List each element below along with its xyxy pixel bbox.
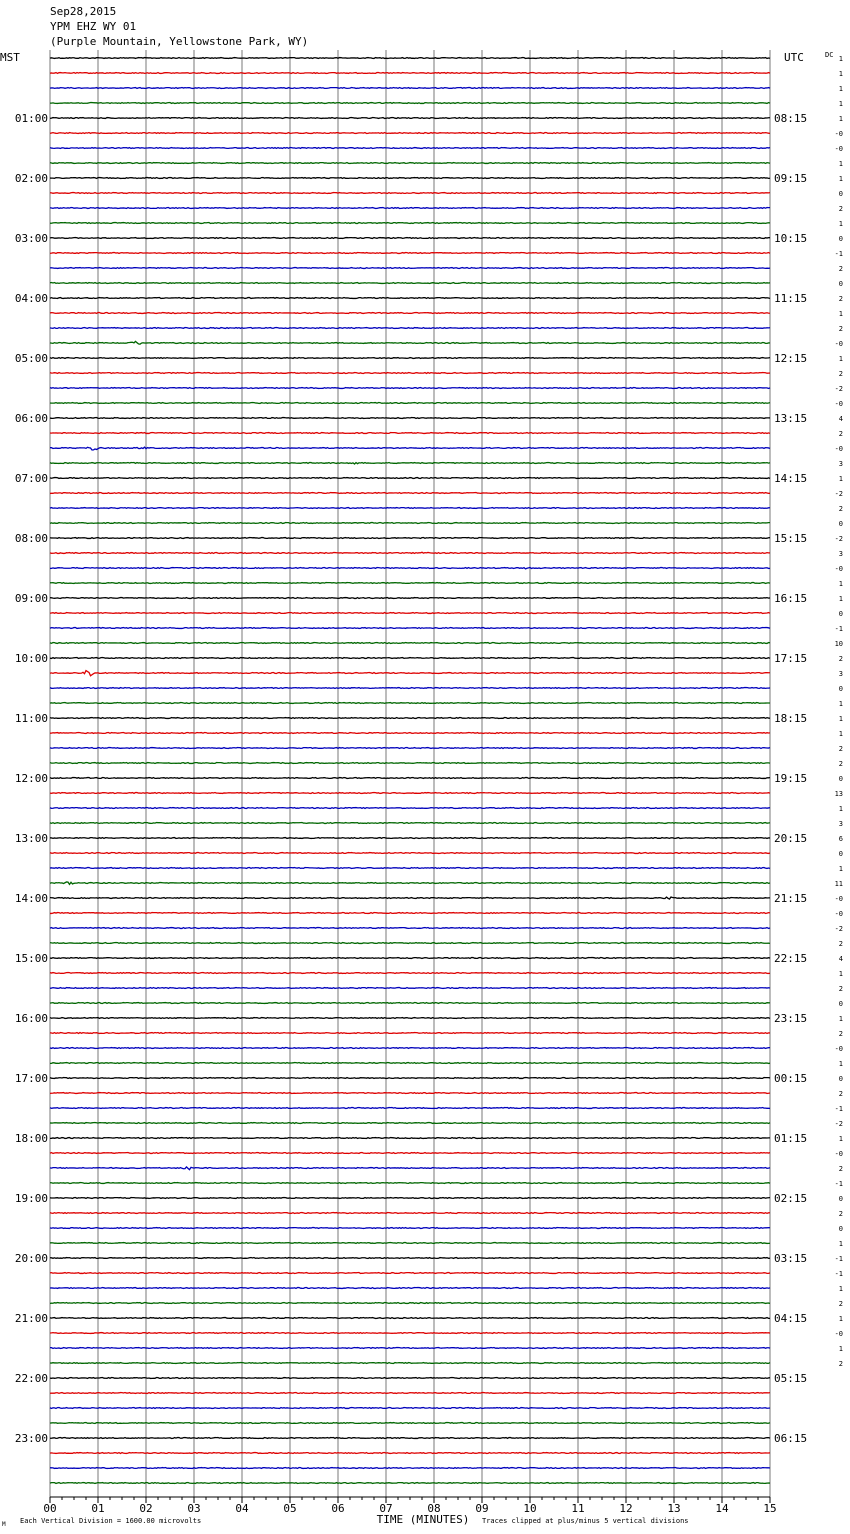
dc-offset: 2 [838, 985, 843, 993]
header-station: YPM EHZ WY 01 [50, 20, 137, 33]
trace-row [50, 508, 770, 509]
trace-row [50, 73, 770, 74]
dc-offset: -1 [834, 1105, 843, 1113]
trace-row [50, 538, 770, 539]
dc-offset: 1 [838, 700, 843, 708]
dc-offset: 1 [838, 310, 843, 318]
trace-row [50, 1033, 770, 1034]
dc-offset: -0 [834, 895, 843, 903]
trace-row [50, 882, 770, 884]
mst-label: MST [0, 51, 20, 64]
trace-row [50, 1333, 770, 1334]
dc-offset: 10 [834, 640, 843, 648]
utc-hour-label: 19:15 [774, 772, 808, 785]
trace-row [50, 897, 770, 899]
dc-offset: 1 [838, 55, 843, 63]
trace-row [50, 493, 770, 494]
dc-offset: 1 [838, 1060, 843, 1068]
trace-row [50, 552, 770, 553]
x-tick-label: 00 [43, 1502, 57, 1515]
dc-offset: -1 [834, 1255, 843, 1263]
trace-row [50, 523, 770, 524]
dc-offset: 4 [838, 415, 843, 423]
dc-offset: -0 [834, 910, 843, 918]
dc-offset: 0 [838, 520, 843, 528]
utc-hour-label: 23:15 [774, 1012, 808, 1025]
trace-row [50, 341, 770, 344]
trace-row [50, 868, 770, 869]
dc-offset: 1 [838, 160, 843, 168]
trace-row [50, 583, 770, 584]
trace-row [50, 1108, 770, 1109]
trace-row [50, 1468, 770, 1469]
trace-row [50, 1198, 770, 1199]
trace-row [50, 1003, 770, 1004]
trace-row [50, 598, 770, 599]
dc-offset: 1 [838, 1345, 843, 1353]
trace-row [50, 208, 770, 209]
clip-note: Traces clipped at plus/minus 5 vertical divisions [482, 1517, 689, 1525]
trace-row [50, 1273, 770, 1274]
trace-row [50, 1438, 770, 1439]
trace-row [50, 1393, 770, 1394]
trace-row [50, 283, 770, 284]
x-tick-label: 08 [427, 1502, 441, 1515]
dc-offset: 3 [838, 550, 843, 558]
dc-offset: 1 [838, 115, 843, 123]
dc-offset: 1 [838, 1240, 843, 1248]
mst-hour-label: 04:00 [14, 292, 48, 305]
trace-row [50, 973, 770, 974]
trace-row [50, 718, 770, 719]
dc-offset: -0 [834, 1150, 843, 1158]
dc-offset: 2 [838, 1090, 843, 1098]
dc-offset: 0 [838, 610, 843, 618]
dc-offset: 1 [838, 100, 843, 108]
dc-offset: 1 [838, 475, 843, 483]
x-tick-label: 12 [619, 1502, 633, 1515]
dc-offset: 1 [838, 175, 843, 183]
utc-hour-label: 20:15 [774, 832, 808, 845]
trace-row [50, 328, 770, 329]
dc-offset: -1 [834, 1180, 843, 1188]
x-tick-label: 01 [91, 1502, 105, 1515]
dc-offset: 1 [838, 70, 843, 78]
trace-row [50, 298, 770, 299]
trace-row [50, 1213, 770, 1214]
dc-offset: 0 [838, 850, 843, 858]
mst-hour-label: 21:00 [14, 1312, 48, 1325]
trace-row [50, 1348, 770, 1349]
mst-hour-label: 22:00 [14, 1372, 48, 1385]
dc-offset: 0 [838, 190, 843, 198]
corner-mark: M [2, 1521, 6, 1528]
dc-offset: 0 [838, 280, 843, 288]
dc-offset: 2 [838, 295, 843, 303]
mst-hour-label: 07:00 [14, 472, 48, 485]
dc-offset: -2 [834, 535, 843, 543]
dc-offset: 1 [838, 355, 843, 363]
trace-row [50, 388, 770, 389]
utc-hour-label: 17:15 [774, 652, 808, 665]
trace-row [50, 358, 770, 359]
trace-row [50, 133, 770, 134]
dc-offset: -0 [834, 130, 843, 138]
trace-row [50, 748, 770, 749]
dc-offset: 2 [838, 1165, 843, 1173]
trace-row [50, 628, 770, 629]
dc-offset: 2 [838, 655, 843, 663]
utc-hour-label: 08:15 [774, 112, 808, 125]
trace-row [50, 1408, 770, 1409]
utc-hour-label: 12:15 [774, 352, 808, 365]
trace-row [50, 118, 770, 119]
utc-hour-label: 04:15 [774, 1312, 808, 1325]
trace-row [50, 433, 770, 434]
trace-row [50, 478, 770, 479]
dc-offset: 2 [838, 745, 843, 753]
x-tick-label: 05 [283, 1502, 297, 1515]
dc-offset: 1 [838, 730, 843, 738]
trace-row [50, 1093, 770, 1094]
dc-label: DC [825, 51, 834, 59]
trace-row [50, 1243, 770, 1244]
dc-offset: -1 [834, 625, 843, 633]
trace-row [50, 58, 770, 59]
trace-row [50, 671, 770, 676]
mst-hour-label: 03:00 [14, 232, 48, 245]
trace-row [50, 613, 770, 614]
dc-offset: -0 [834, 145, 843, 153]
x-tick-label: 15 [763, 1502, 777, 1515]
dc-offset: -0 [834, 400, 843, 408]
dc-offset: 1 [838, 1285, 843, 1293]
x-tick-label: 03 [187, 1502, 201, 1515]
trace-row [50, 1123, 770, 1124]
trace-row [50, 838, 770, 839]
mst-hour-label: 20:00 [14, 1252, 48, 1265]
trace-row [50, 148, 770, 149]
trace-row [50, 703, 770, 704]
dc-offset: 1 [838, 85, 843, 93]
trace-row [50, 178, 770, 179]
dc-offset: 1 [838, 805, 843, 813]
utc-hour-label: 21:15 [774, 892, 808, 905]
x-tick-label: 11 [571, 1502, 585, 1515]
trace-row [50, 373, 770, 374]
dc-offset: 0 [838, 235, 843, 243]
mst-hour-label: 14:00 [14, 892, 48, 905]
dc-offset: 3 [838, 460, 843, 468]
trace-row [50, 567, 770, 568]
trace-row [50, 778, 770, 779]
mst-hour-label: 17:00 [14, 1072, 48, 1085]
utc-label: UTC [784, 51, 804, 64]
x-tick-label: 06 [331, 1502, 345, 1515]
dc-offset: -2 [834, 490, 843, 498]
dc-offset: 4 [838, 955, 843, 963]
x-tick-label: 14 [715, 1502, 729, 1515]
utc-hour-label: 05:15 [774, 1372, 808, 1385]
dc-offset: 2 [838, 370, 843, 378]
trace-row [50, 88, 770, 89]
dc-offset: 11 [834, 880, 843, 888]
dc-offset: -0 [834, 1045, 843, 1053]
dc-offset: -0 [834, 445, 843, 453]
dc-offset: 6 [838, 835, 843, 843]
dc-offset: -2 [834, 1120, 843, 1128]
trace-row [50, 1078, 770, 1079]
utc-hour-label: 18:15 [774, 712, 808, 725]
mst-hour-label: 19:00 [14, 1192, 48, 1205]
trace-row [50, 643, 770, 644]
dc-offset: 1 [838, 1135, 843, 1143]
trace-row [50, 1318, 770, 1319]
trace-row [50, 1048, 770, 1049]
mst-hour-label: 11:00 [14, 712, 48, 725]
utc-hour-label: 22:15 [774, 952, 808, 965]
mst-hour-label: 01:00 [14, 112, 48, 125]
dc-offset: 2 [838, 1360, 843, 1368]
trace-row [50, 943, 770, 944]
trace-row [50, 1303, 770, 1304]
trace-row [50, 1483, 770, 1484]
utc-hour-label: 13:15 [774, 412, 808, 425]
scale-note: Each Vertical Division = 1600.00 microvolts [20, 1517, 202, 1525]
utc-hour-label: 06:15 [774, 1432, 808, 1445]
mst-hour-label: 10:00 [14, 652, 48, 665]
utc-hour-label: 01:15 [774, 1132, 808, 1145]
header-location: (Purple Mountain, Yellowstone Park, WY) [50, 35, 309, 48]
dc-offset: 1 [838, 595, 843, 603]
dc-offset: 2 [838, 505, 843, 513]
dc-offset: 0 [838, 775, 843, 783]
utc-hour-label: 00:15 [774, 1072, 808, 1085]
trace-row [50, 808, 770, 809]
trace-row [50, 823, 770, 824]
trace-row [50, 958, 770, 959]
trace-row [50, 1183, 770, 1184]
trace-row [50, 238, 770, 239]
trace-row [50, 1258, 770, 1259]
x-tick-label: 07 [379, 1502, 393, 1515]
dc-offset: 1 [838, 715, 843, 723]
trace-row [50, 1363, 770, 1364]
utc-hour-label: 15:15 [774, 532, 808, 545]
mst-hour-label: 06:00 [14, 412, 48, 425]
dc-offset: 1 [838, 865, 843, 873]
trace-row [50, 253, 770, 254]
trace-row [50, 163, 770, 164]
x-tick-label: 13 [667, 1502, 681, 1515]
dc-offset: 1 [838, 1015, 843, 1023]
trace-row [50, 1288, 770, 1289]
mst-hour-label: 09:00 [14, 592, 48, 605]
dc-offset: 1 [838, 220, 843, 228]
dc-offset: 1 [838, 1315, 843, 1323]
dc-offset: 2 [838, 1300, 843, 1308]
trace-row [50, 853, 770, 854]
dc-offset: 3 [838, 820, 843, 828]
dc-offset: 2 [838, 325, 843, 333]
mst-hour-label: 05:00 [14, 352, 48, 365]
dc-offset: 3 [838, 670, 843, 678]
dc-offset: 2 [838, 265, 843, 273]
trace-row [50, 793, 770, 794]
trace-row [50, 1453, 770, 1454]
dc-offset: -2 [834, 925, 843, 933]
trace-row [50, 1167, 770, 1170]
trace-row [50, 658, 770, 659]
utc-hour-label: 14:15 [774, 472, 808, 485]
mst-hour-label: 23:00 [14, 1432, 48, 1445]
trace-row [50, 1423, 770, 1424]
trace-row [50, 1138, 770, 1139]
trace-row [50, 1378, 770, 1379]
trace-row [50, 268, 770, 269]
dc-offset: 2 [838, 940, 843, 948]
dc-offset: -0 [834, 1330, 843, 1338]
x-axis-title: TIME (MINUTES) [376, 1513, 470, 1526]
trace-row [50, 463, 770, 464]
trace-row [50, 418, 770, 419]
x-tick-label: 04 [235, 1502, 249, 1515]
utc-hour-label: 10:15 [774, 232, 808, 245]
mst-hour-label: 02:00 [14, 172, 48, 185]
trace-row [50, 763, 770, 764]
dc-offset: -0 [834, 340, 843, 348]
trace-row [50, 447, 770, 450]
trace-row [50, 403, 770, 404]
utc-hour-label: 02:15 [774, 1192, 808, 1205]
trace-row [50, 688, 770, 689]
trace-row [50, 913, 770, 914]
trace-row [50, 928, 770, 929]
dc-offset: 0 [838, 1195, 843, 1203]
x-tick-label: 02 [139, 1502, 153, 1515]
dc-offset: 2 [838, 205, 843, 213]
x-tick-label: 10 [523, 1502, 537, 1515]
dc-offset: 0 [838, 1225, 843, 1233]
dc-offset: 2 [838, 760, 843, 768]
header-date: Sep28,2015 [50, 5, 117, 18]
mst-hour-label: 18:00 [14, 1132, 48, 1145]
utc-hour-label: 11:15 [774, 292, 808, 305]
dc-offset: 2 [838, 1030, 843, 1038]
dc-offset: 1 [838, 580, 843, 588]
trace-row [50, 1018, 770, 1019]
dc-offset: 1 [838, 970, 843, 978]
mst-hour-label: 08:00 [14, 532, 48, 545]
dc-offset: -1 [834, 250, 843, 258]
trace-row [50, 733, 770, 734]
trace-row [50, 988, 770, 989]
utc-hour-label: 03:15 [774, 1252, 808, 1265]
dc-offset: 0 [838, 1075, 843, 1083]
dc-offset: 13 [834, 790, 843, 798]
dc-offset: 2 [838, 430, 843, 438]
trace-row [50, 1063, 770, 1064]
dc-offset: -1 [834, 1270, 843, 1278]
dc-offset: 0 [838, 685, 843, 693]
mst-hour-label: 16:00 [14, 1012, 48, 1025]
trace-row [50, 223, 770, 224]
trace-row [50, 103, 770, 104]
trace-row [50, 1153, 770, 1154]
dc-offset: 0 [838, 1000, 843, 1008]
dc-offset: -0 [834, 565, 843, 573]
trace-row [50, 313, 770, 314]
dc-offset: 2 [838, 1210, 843, 1218]
mst-hour-label: 15:00 [14, 952, 48, 965]
utc-hour-label: 16:15 [774, 592, 808, 605]
utc-hour-label: 09:15 [774, 172, 808, 185]
dc-offset: -2 [834, 385, 843, 393]
trace-row [50, 1228, 770, 1229]
mst-hour-label: 13:00 [14, 832, 48, 845]
mst-hour-label: 12:00 [14, 772, 48, 785]
x-tick-label: 09 [475, 1502, 489, 1515]
trace-row [50, 193, 770, 194]
